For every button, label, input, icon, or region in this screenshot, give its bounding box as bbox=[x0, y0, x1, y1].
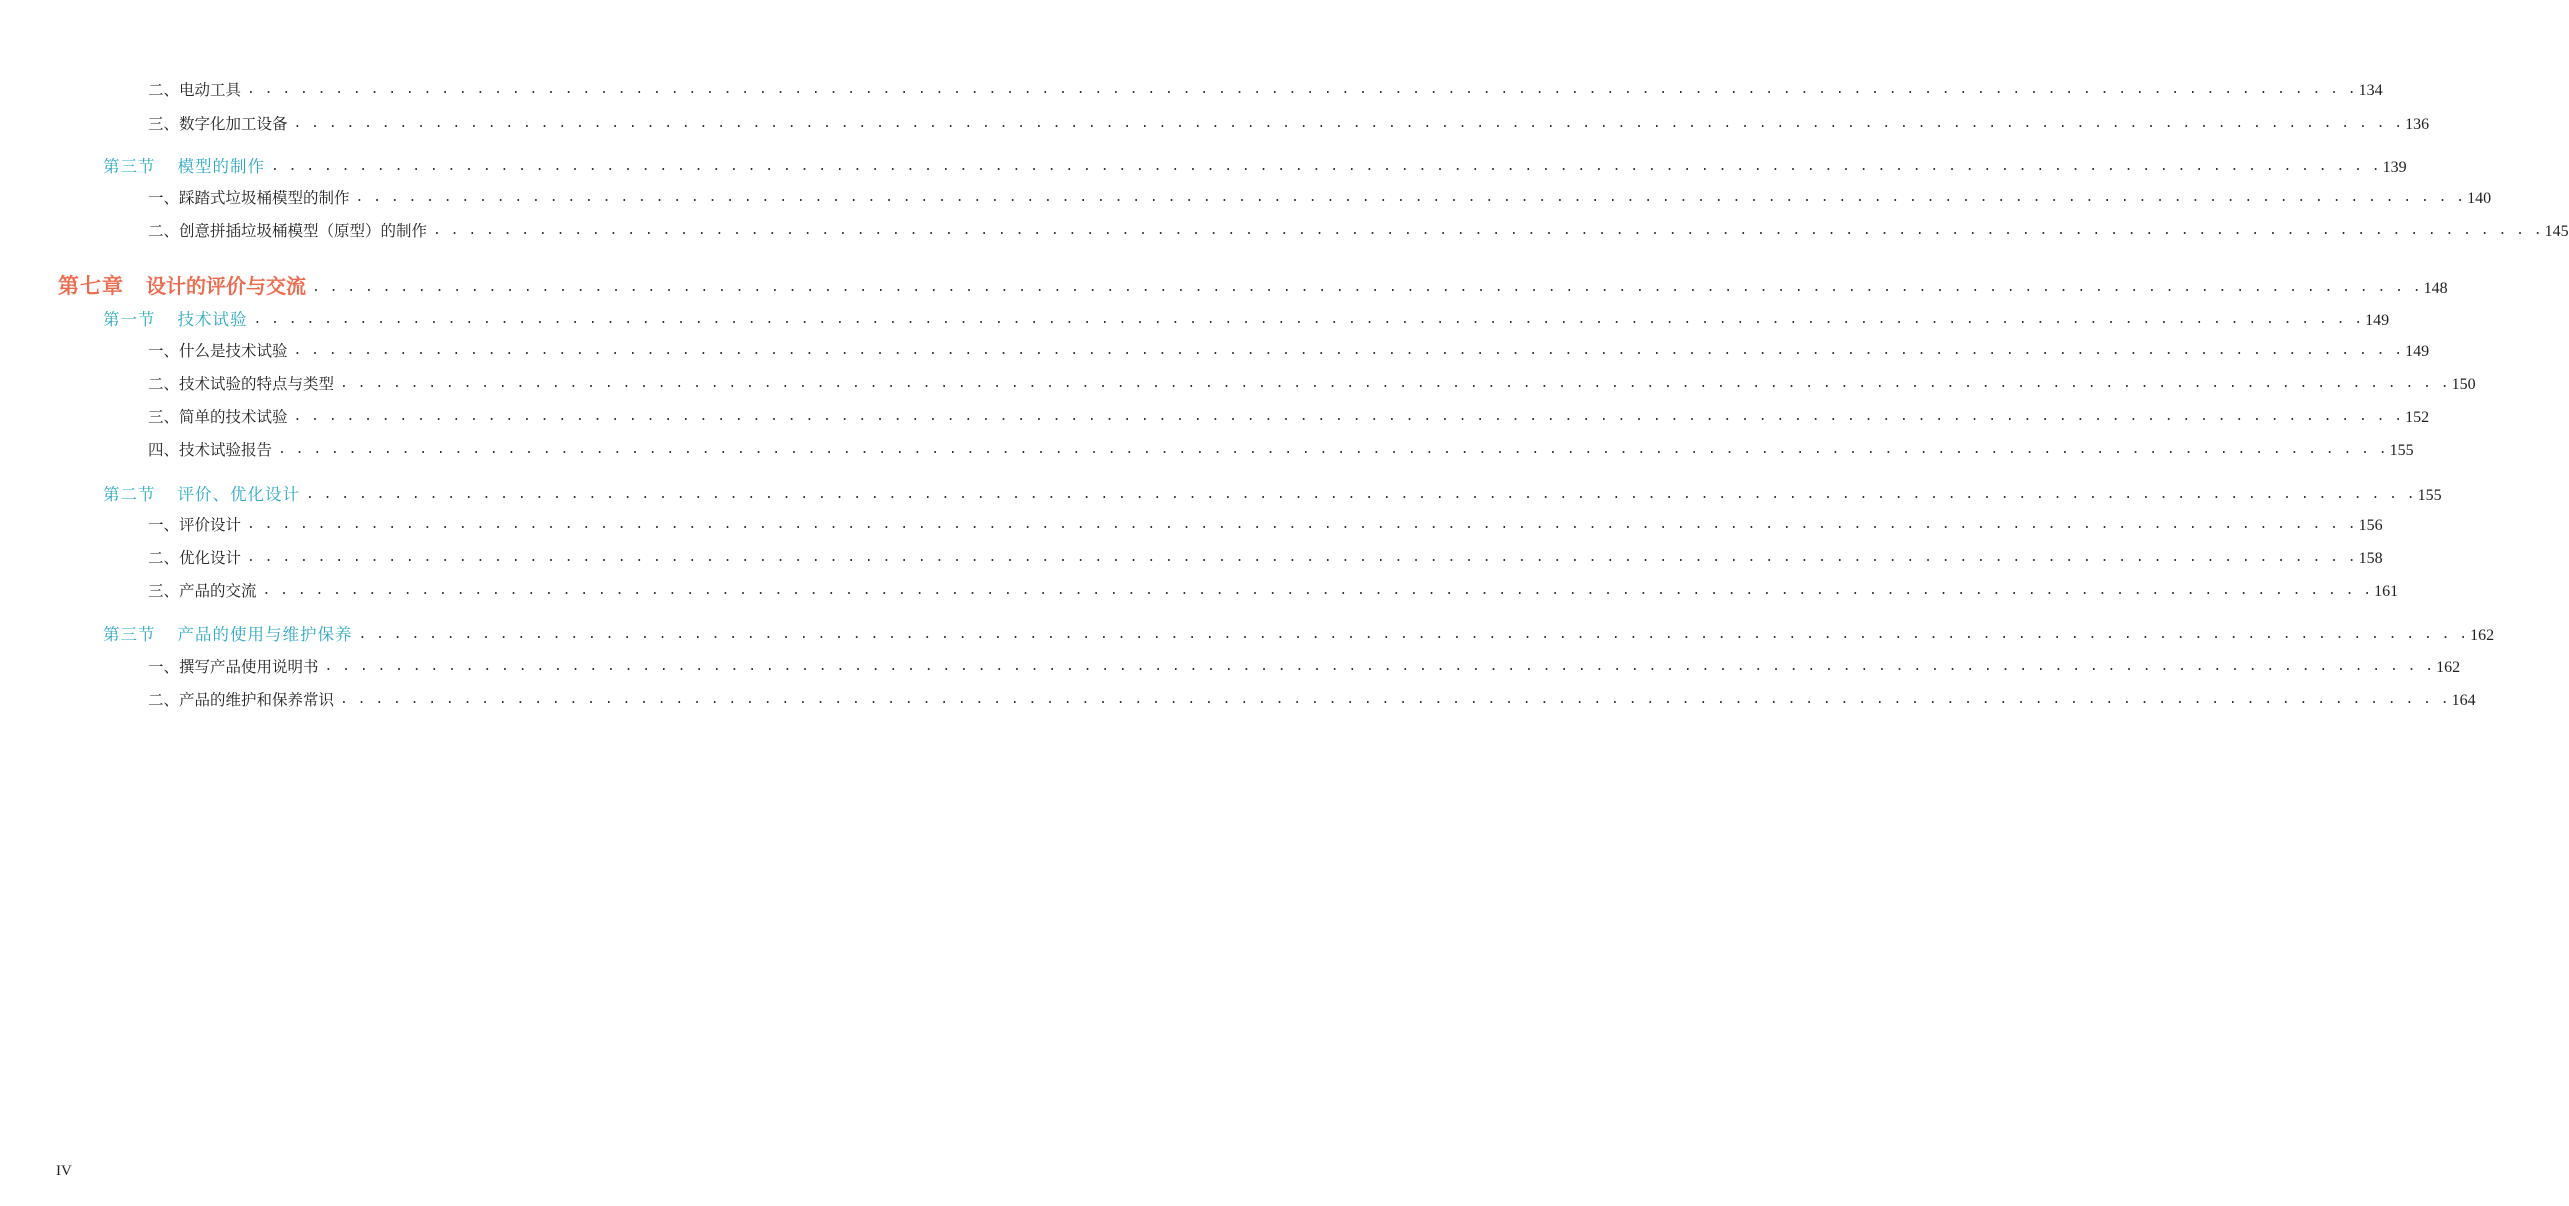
entry-title: 二、优化设计 bbox=[148, 549, 242, 567]
toc-entry[interactable] bbox=[0, 438, 2414, 460]
entry-title: 一、踩踏式垃圾桶模型的制作 bbox=[148, 189, 350, 207]
dot-leader: . . . . . . . . . . . . . . . . . . . . . . . . . . . . . . . . . . . . . . . . . . . . . . . . . . . . . . . . . . . . . . . . . . . . . . . . . . . . . . . . . . . . . . . . . . . . . . . . . . . . . . . . . . . . . . . . . . . . . . . . bbox=[293, 343, 2404, 358]
dot-leader: . . . . . . . . . . . . . . . . . . . . . . . . . . . . . . . . . . . . . . . . . . . . . . . . . . . . . . . . . . . . . . . . . . . . . . . . . . . . . . . . . . . . . . . . . . . . . . . . . . . . . . . . . . . . . . . . . . . . . . . . bbox=[433, 223, 2543, 238]
page-number: 152 bbox=[2405, 409, 2430, 426]
entry-title: 二、技术试验的特点与类型 bbox=[148, 375, 335, 393]
toc-entry[interactable] bbox=[0, 339, 2430, 361]
page-number: 136 bbox=[2405, 116, 2430, 133]
toc-entry[interactable] bbox=[0, 688, 2476, 710]
section-number: 第三节 bbox=[103, 157, 156, 176]
section-title: 技术试验 bbox=[177, 310, 248, 329]
section-number: 第三节 bbox=[103, 625, 156, 644]
dot-leader: . . . . . . . . . . . . . . . . . . . . . . . . . . . . . . . . . . . . . . . . . . . . . . . . . . . . . . . . . . . . . . . . . . . . . . . . . . . . . . . . . . . . . . . . . . . . . . . . . . . . . . . . . . . . . . . . . . . . . . . . bbox=[262, 583, 2373, 598]
toc-entry[interactable] bbox=[0, 655, 2461, 677]
toc-entry[interactable] bbox=[0, 546, 2383, 568]
entry-title: 一、撰写产品使用说明书 bbox=[148, 658, 319, 676]
dot-leader: . . . . . . . . . . . . . . . . . . . . . . . . . . . . . . . . . . . . . . . . . . . . . . . . . . . . . . . . . . . . . . . . . . . . . . . . . . . . . . . . . . . . . . . . . . . . . . . . . . . . . . . . . . . . . . . . . . . . . . . . bbox=[253, 312, 2364, 327]
dot-leader: . . . . . . . . . . . . . . . . . . . . . . . . . . . . . . . . . . . . . . . . . . . . . . . . . . . . . . . . . . . . . . . . . . . . . . . . . . . . . . . . . . . . . . . . . . . . . . . . . . . . . . . . . . . . . . . . . . . . . . . . bbox=[355, 190, 2466, 205]
toc-entry[interactable] bbox=[0, 78, 2383, 100]
entry-title: 三、简单的技术试验 bbox=[148, 408, 288, 426]
page-number: 148 bbox=[2423, 280, 2448, 297]
entry-title: 二、电动工具 bbox=[148, 81, 242, 99]
toc-entry[interactable] bbox=[0, 186, 2492, 208]
dot-leader: . . . . . . . . . . . . . . . . . . . . . . . . . . . . . . . . . . . . . . . . . . . . . . . . . . . . . . . . . . . . . . . . . . . . . . . . . . . . . . . . . . . . . . . . . . . . . . . . . . . . . . . . . . . . . . . . . . . . . . . . bbox=[324, 659, 2435, 674]
page-folio: IV bbox=[56, 1163, 72, 1179]
page-number: 149 bbox=[2405, 343, 2430, 360]
toc-entry[interactable] bbox=[0, 372, 2476, 394]
dot-leader: . . . . . . . . . . . . . . . . . . . . . . . . . . . . . . . . . . . . . . . . . . . . . . . . . . . . . . . . . . . . . . . . . . . . . . . . . . . . . . . . . . . . . . . . . . . . . . . . . . . . . . . . . . . . . . . . . . . . . . . . bbox=[306, 487, 2416, 502]
toc-section-entry[interactable] bbox=[0, 306, 2390, 330]
dot-leader: . . . . . . . . . . . . . . . . . . . . . . . . . . . . . . . . . . . . . . . . . . . . . . . . . . . . . . . . . . . . . . . . . . . . . . . . . . . . . . . . . . . . . . . . . . . . . . . . . . . . . . . . . . . . . . . . . . . . . . . . bbox=[293, 409, 2404, 424]
chapter-number: 第七章 bbox=[58, 274, 124, 298]
chapter-title: 设计的评价与交流 bbox=[146, 274, 306, 298]
toc-section-entry[interactable] bbox=[0, 621, 2495, 645]
toc-section-entry[interactable] bbox=[0, 481, 2442, 505]
dot-leader: . . . . . . . . . . . . . . . . . . . . . . . . . . . . . . . . . . . . . . . . . . . . . . . . . . . . . . . . . . . . . . . . . . . . . . . . . . . . . . . . . . . . . . . . . . . . . . . . . . . . . . . . . . . . . . . . . . . . . . . . bbox=[247, 517, 2357, 532]
page-number: 155 bbox=[2389, 442, 2414, 459]
page-number: 150 bbox=[2451, 376, 2476, 393]
dot-leader: . . . . . . . . . . . . . . . . . . . . . . . . . . . . . . . . . . . . . . . . . . . . . . . . . . . . . . . . . . . . . . . . . . . . . . . . . . . . . . . . . . . . . . . . . . . . . . . . . . . . . . . . . . . . . . . . . . . . . . . . bbox=[358, 627, 2469, 642]
section-title: 产品的使用与维护保养 bbox=[177, 625, 353, 644]
page-number: 161 bbox=[2374, 583, 2399, 600]
dot-leader: . . . . . . . . . . . . . . . . . . . . . . . . . . . . . . . . . . . . . . . . . . . . . . . . . . . . . . . . . . . . . . . . . . . . . . . . . . . . . . . . . . . . . . . . . . . . . . . . . . . . . . . . . . . . . . . . . . . . . . . . bbox=[340, 376, 2450, 391]
page-number: 162 bbox=[2470, 627, 2495, 644]
dot-leader: . . . . . . . . . . . . . . . . . . . . . . . . . . . . . . . . . . . . . . . . . . . . . . . . . . . . . . . . . . . . . . . . . . . . . . . . . . . . . . . . . . . . . . . . . . . . . . . . . . . . . . . . . . . . . . . . . . . . . . . . bbox=[278, 442, 2388, 457]
dot-leader: . . . . . . . . . . . . . . . . . . . . . . . . . . . . . . . . . . . . . . . . . . . . . . . . . . . . . . . . . . . . . . . . . . . . . . . . . . . . . . . . . . . . . . . . . . . . . . . . . . . . . . . . . . . . . . . . . . . . . . . . bbox=[312, 280, 2422, 295]
page-number: 158 bbox=[2358, 550, 2383, 567]
toc-entry[interactable] bbox=[0, 579, 2399, 601]
toc-entry[interactable] bbox=[0, 513, 2383, 535]
toc-entry[interactable] bbox=[0, 112, 2430, 134]
toc-entry[interactable] bbox=[0, 405, 2430, 427]
entry-title: 一、什么是技术试验 bbox=[148, 342, 288, 360]
section-number: 第一节 bbox=[103, 310, 156, 329]
dot-leader: . . . . . . . . . . . . . . . . . . . . . . . . . . . . . . . . . . . . . . . . . . . . . . . . . . . . . . . . . . . . . . . . . . . . . . . . . . . . . . . . . . . . . . . . . . . . . . . . . . . . . . . . . . . . . . . . . . . . . . . . bbox=[271, 159, 2381, 174]
entry-title: 一、评价设计 bbox=[148, 516, 242, 534]
dot-leader: . . . . . . . . . . . . . . . . . . . . . . . . . . . . . . . . . . . . . . . . . . . . . . . . . . . . . . . . . . . . . . . . . . . . . . . . . . . . . . . . . . . . . . . . . . . . . . . . . . . . . . . . . . . . . . . . . . . . . . . . bbox=[340, 692, 2450, 707]
toc-entry[interactable] bbox=[0, 219, 2569, 241]
toc-chapter-entry[interactable] bbox=[0, 270, 2448, 300]
page-number: 139 bbox=[2382, 159, 2407, 176]
entry-title: 四、技术试验报告 bbox=[148, 441, 273, 459]
page-number: 162 bbox=[2436, 659, 2461, 676]
page-number: 164 bbox=[2451, 692, 2476, 709]
entry-title: 二、创意拼插垃圾桶模型（原型）的制作 bbox=[148, 222, 428, 240]
section-title: 模型的制作 bbox=[177, 157, 265, 176]
page-number: 140 bbox=[2467, 190, 2492, 207]
page-number: 145 bbox=[2544, 223, 2569, 240]
dot-leader: . . . . . . . . . . . . . . . . . . . . . . . . . . . . . . . . . . . . . . . . . . . . . . . . . . . . . . . . . . . . . . . . . . . . . . . . . . . . . . . . . . . . . . . . . . . . . . . . . . . . . . . . . . . . . . . . . . . . . . . . bbox=[293, 116, 2404, 131]
page-number: 134 bbox=[2358, 82, 2383, 99]
dot-leader: . . . . . . . . . . . . . . . . . . . . . . . . . . . . . . . . . . . . . . . . . . . . . . . . . . . . . . . . . . . . . . . . . . . . . . . . . . . . . . . . . . . . . . . . . . . . . . . . . . . . . . . . . . . . . . . . . . . . . . . . bbox=[247, 82, 2357, 97]
page-number: 156 bbox=[2358, 517, 2383, 534]
page-number: 149 bbox=[2365, 312, 2390, 329]
section-number: 第二节 bbox=[103, 485, 156, 504]
page-number: 155 bbox=[2417, 487, 2442, 504]
entry-title: 三、数字化加工设备 bbox=[148, 115, 288, 133]
toc-section-entry[interactable] bbox=[0, 153, 2407, 177]
entry-title: 三、产品的交流 bbox=[148, 582, 257, 600]
section-title: 评价、优化设计 bbox=[177, 485, 300, 504]
entry-title: 二、产品的维护和保养常识 bbox=[148, 691, 335, 709]
dot-leader: . . . . . . . . . . . . . . . . . . . . . . . . . . . . . . . . . . . . . . . . . . . . . . . . . . . . . . . . . . . . . . . . . . . . . . . . . . . . . . . . . . . . . . . . . . . . . . . . . . . . . . . . . . . . . . . . . . . . . . . . bbox=[247, 550, 2357, 565]
